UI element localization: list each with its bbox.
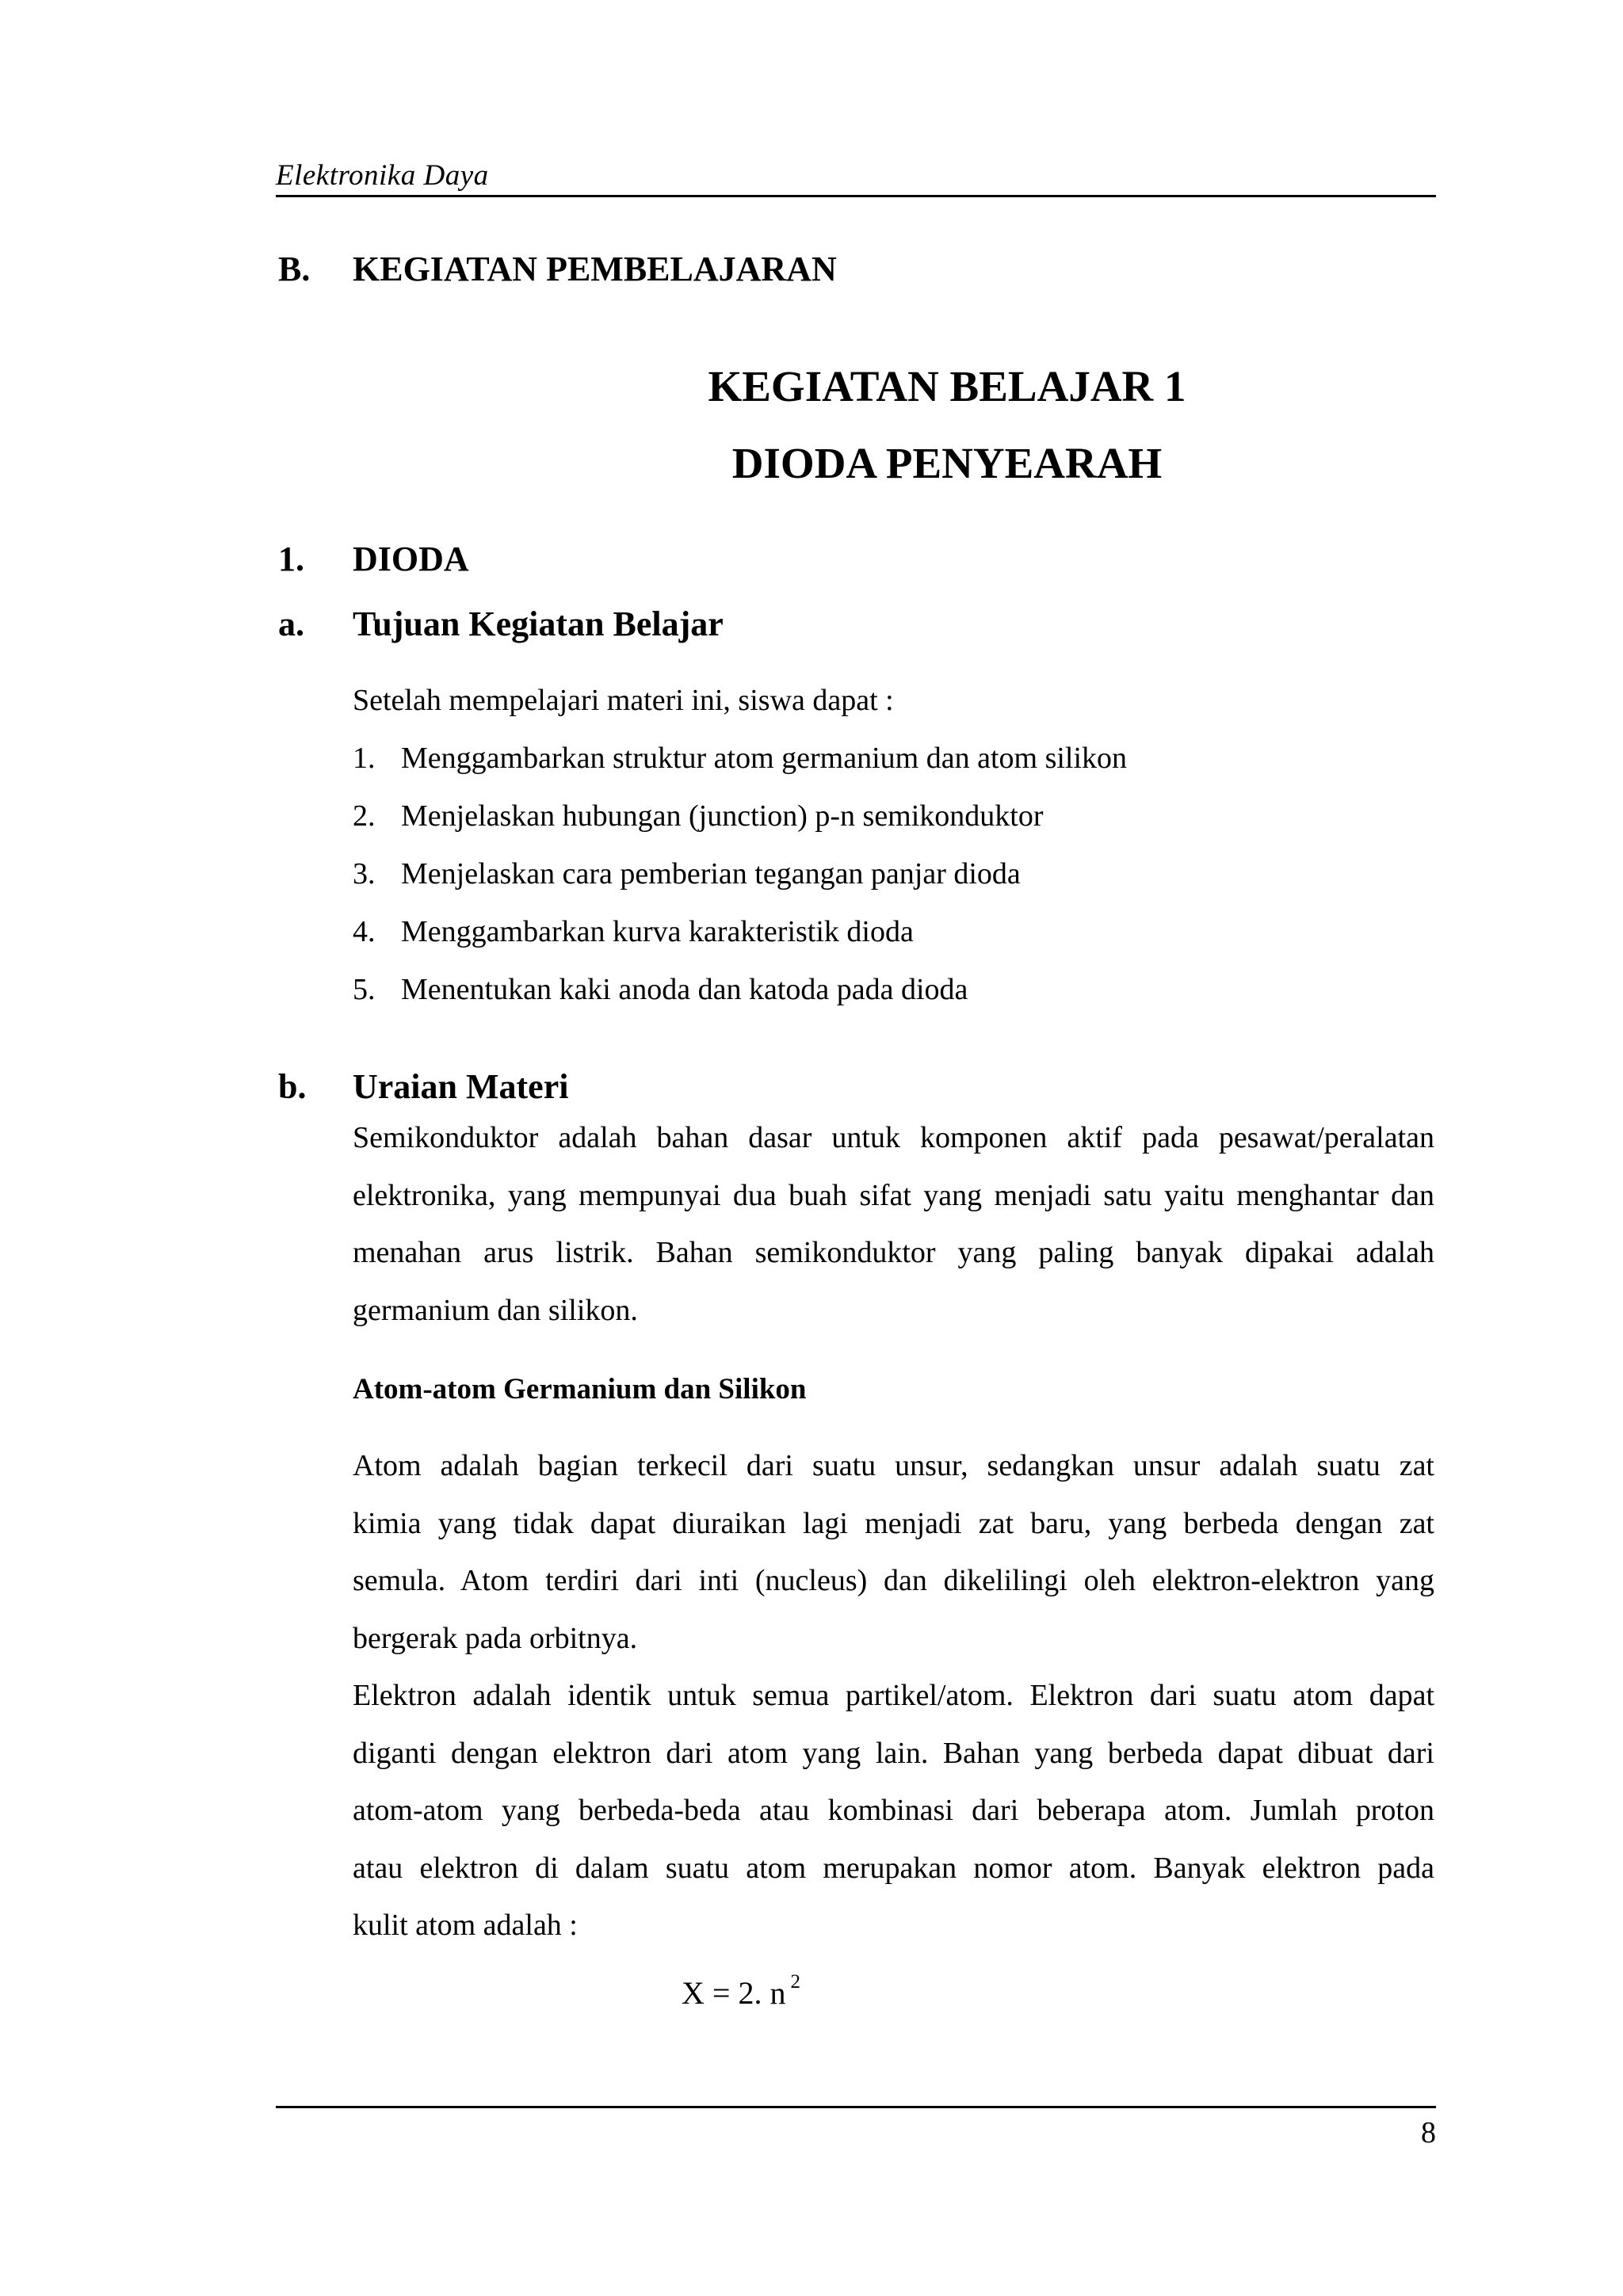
list-item-number: 4. — [353, 915, 376, 948]
list-item-text: Menggambarkan struktur atom germanium dan atom silikon — [401, 742, 1128, 775]
list-item-text: Menentukan kaki anoda dan katoda pada dioda — [401, 973, 968, 1006]
paragraph-line: atom-atom yang berbeda-beda atau kombinasi dari beberapa atom. Jumlah proton — [353, 1794, 1434, 1827]
running-header: Elektronika Daya — [276, 159, 489, 192]
list-item-text: Menggambarkan kurva karakteristik dioda — [401, 915, 914, 948]
header-rule — [276, 195, 1436, 197]
formula-exponent: 2 — [790, 1970, 800, 1993]
list-item-number: 1. — [353, 742, 376, 775]
paragraph-atom — [353, 1437, 1434, 1667]
list-item-number: 3. — [353, 857, 376, 891]
list-item-text: Menjelaskan cara pemberian tegangan panjar dioda — [401, 857, 1021, 891]
page-number: 8 — [1421, 2116, 1436, 2149]
subheading-atoms: Atom-atom Germanium dan Silikon — [353, 1373, 807, 1405]
paragraph-line: Elektron adalah identik untuk semua partikel/atom. Elektron dari suatu atom dapat — [353, 1679, 1434, 1712]
material-heading: Uraian Materi — [353, 1067, 569, 1106]
material-letter: b. — [278, 1067, 307, 1106]
footer-rule — [276, 2106, 1436, 2108]
paragraph-line: menahan arus listrik. Bahan semikonduktor yang paling banyak dipakai adalah — [353, 1236, 1434, 1269]
section-title: KEGIATAN PEMBELAJARAN — [353, 250, 837, 288]
objectives-heading: Tujuan Kegiatan Belajar — [353, 605, 724, 643]
paragraph-line: diganti dengan elektron dari atom yang lain. Bahan yang berbeda dapat dibuat dari — [353, 1736, 1434, 1770]
paragraph-line: atau elektron di dalam suatu atom merupakan nomor atom. Banyak elektron pada — [353, 1851, 1434, 1885]
objectives-letter: a. — [278, 605, 304, 643]
list-item-number: 5. — [353, 973, 376, 1006]
list-item-text: Menjelaskan hubungan (junction) p-n semikonduktor — [401, 799, 1044, 833]
paragraph-line: germanium dan silikon. — [353, 1293, 638, 1327]
paragraph-line: kulit atom adalah : — [353, 1909, 578, 1942]
paragraph-line: elektronika, yang mempunyai dua buah sifat yang menjadi satu yaitu menghantar dan — [353, 1178, 1434, 1212]
paragraph-line: semula. Atom terdiri dari inti (nucleus) dan dikelilingi oleh elektron-elektron yang — [353, 1564, 1434, 1597]
objectives-intro: Setelah mempelajari materi ini, siswa dapat : — [353, 684, 894, 717]
list-item-number: 2. — [353, 799, 376, 833]
formula — [682, 1970, 800, 2012]
paragraph-electron — [353, 1667, 1434, 1955]
paragraph-line: Atom adalah bagian terkecil dari suatu unsur, sedangkan unsur adalah suatu zat — [353, 1449, 1434, 1482]
paragraph-line: bergerak pada orbitnya. — [353, 1621, 638, 1655]
chapter-number: 1. — [278, 540, 304, 578]
formula-base: X = 2. n — [682, 1975, 786, 2011]
section-letter: B. — [278, 250, 311, 288]
paragraph-semiconductor — [353, 1109, 1434, 1339]
chapter-title: DIODA — [353, 540, 469, 578]
paragraph-line: kimia yang tidak dapat diuraikan lagi menjadi zat baru, yang berbeda dengan zat — [353, 1506, 1434, 1540]
paragraph-line: Semikonduktor adalah bahan dasar untuk komponen aktif pada pesawat/peralatan — [353, 1121, 1434, 1154]
activity-title: KEGIATAN BELAJAR 1 — [708, 362, 1186, 410]
activity-subtitle: DIODA PENYEARAH — [731, 439, 1163, 487]
